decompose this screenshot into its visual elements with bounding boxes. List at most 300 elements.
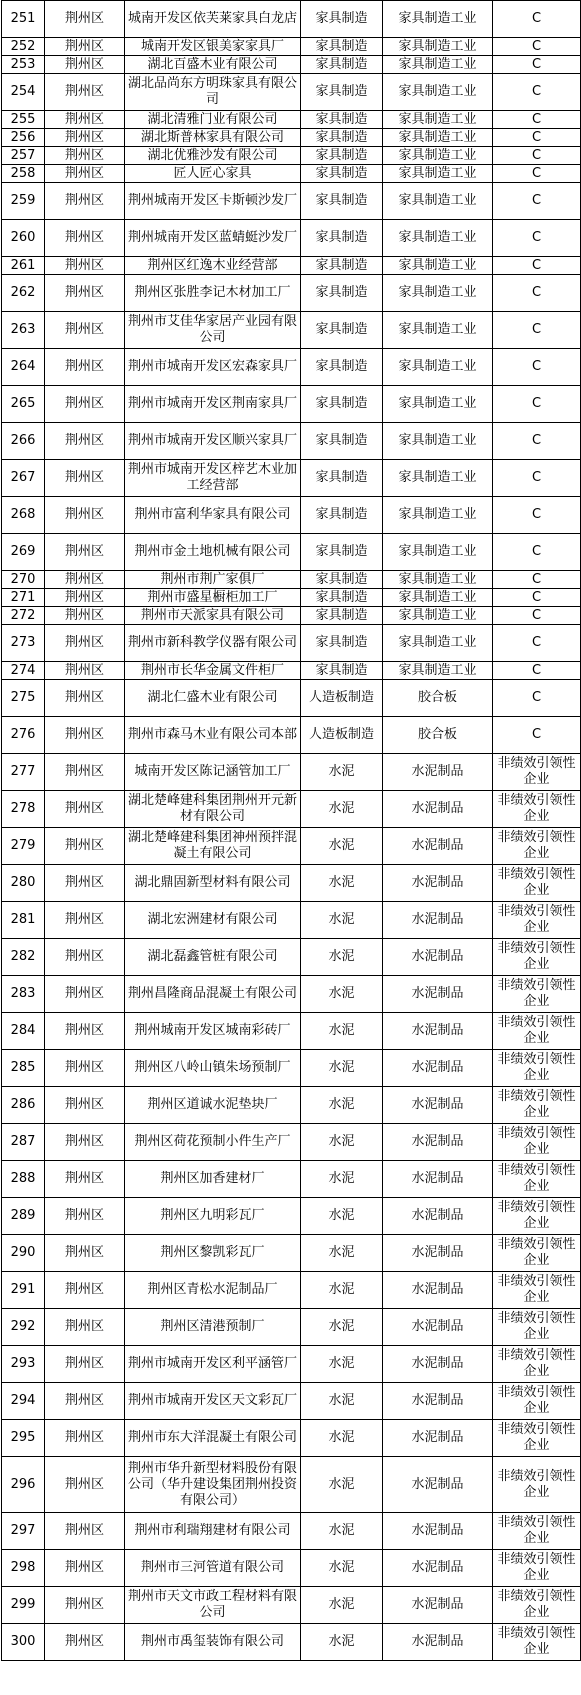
- grade-cell: C: [493, 625, 581, 662]
- row-number: 258: [2, 165, 45, 183]
- district-cell: 荆州区: [45, 1161, 125, 1198]
- district-cell: 荆州区: [45, 680, 125, 717]
- sub-industry-cell: 家具制造工业: [383, 460, 493, 497]
- table-row: [2, 976, 581, 1013]
- grade-cell: 非绩效引领性企业: [493, 976, 581, 1013]
- enterprise-name-cell: 荆州区清港预制厂: [125, 1309, 301, 1346]
- industry-cell: 水泥: [301, 1013, 383, 1050]
- row-number: 252: [2, 38, 45, 56]
- industry-cell: 家具制造: [301, 1, 383, 38]
- row-number: 297: [2, 1513, 45, 1550]
- table-row: [2, 312, 581, 349]
- grade-cell: 非绩效引领性企业: [493, 754, 581, 791]
- table-row: [2, 865, 581, 902]
- district-cell: 荆州区: [45, 902, 125, 939]
- industry-cell: 家具制造: [301, 38, 383, 56]
- grade-cell: C: [493, 607, 581, 625]
- row-number: 264: [2, 349, 45, 386]
- grade-cell: 非绩效引领性企业: [493, 828, 581, 865]
- grade-cell: 非绩效引领性企业: [493, 1013, 581, 1050]
- sub-industry-cell: 家具制造工业: [383, 275, 493, 312]
- sub-industry-cell: 水泥制品: [383, 1550, 493, 1587]
- industry-cell: 家具制造: [301, 423, 383, 460]
- district-cell: 荆州区: [45, 1198, 125, 1235]
- sub-industry-cell: 水泥制品: [383, 1383, 493, 1420]
- table-row: [2, 275, 581, 312]
- row-number: 266: [2, 423, 45, 460]
- table-row: [2, 1550, 581, 1587]
- industry-cell: 水泥: [301, 976, 383, 1013]
- enterprise-name-cell: 荆州区加香建材厂: [125, 1161, 301, 1198]
- sub-industry-cell: 水泥制品: [383, 828, 493, 865]
- grade-cell: C: [493, 38, 581, 56]
- row-number: 300: [2, 1624, 45, 1661]
- enterprise-name-cell: 荆州市城南开发区天文彩瓦厂: [125, 1383, 301, 1420]
- industry-cell: 水泥: [301, 1513, 383, 1550]
- sub-industry-cell: 家具制造工业: [383, 497, 493, 534]
- enterprise-name-cell: 荆州城南开发区城南彩砖厂: [125, 1013, 301, 1050]
- enterprise-name-cell: 湖北百盛木业有限公司: [125, 56, 301, 74]
- row-number: 282: [2, 939, 45, 976]
- row-number: 267: [2, 460, 45, 497]
- industry-cell: 水泥: [301, 828, 383, 865]
- sub-industry-cell: 水泥制品: [383, 1198, 493, 1235]
- row-number: 257: [2, 147, 45, 165]
- enterprise-name-cell: 湖北斯普林家具有限公司: [125, 129, 301, 147]
- grade-cell: 非绩效引领性企业: [493, 1457, 581, 1513]
- enterprise-name-cell: 荆州市金土地机械有限公司: [125, 534, 301, 571]
- district-cell: 荆州区: [45, 423, 125, 460]
- table-row: [2, 1198, 581, 1235]
- sub-industry-cell: 家具制造工业: [383, 129, 493, 147]
- row-number: 251: [2, 1, 45, 38]
- row-number: 294: [2, 1383, 45, 1420]
- district-cell: 荆州区: [45, 571, 125, 589]
- enterprise-name-cell: 湖北楚峰建科集团神州预拌混凝土有限公司: [125, 828, 301, 865]
- industry-cell: 水泥: [301, 1198, 383, 1235]
- table-row: [2, 1420, 581, 1457]
- sub-industry-cell: 水泥制品: [383, 902, 493, 939]
- industry-cell: 水泥: [301, 1124, 383, 1161]
- industry-cell: 水泥: [301, 1272, 383, 1309]
- enterprise-name-cell: 荆州市新科教学仪器有限公司: [125, 625, 301, 662]
- grade-cell: C: [493, 423, 581, 460]
- industry-cell: 家具制造: [301, 460, 383, 497]
- industry-cell: 家具制造: [301, 312, 383, 349]
- table-row: [2, 791, 581, 828]
- industry-cell: 水泥: [301, 1587, 383, 1624]
- row-number: 279: [2, 828, 45, 865]
- table-row: [2, 1309, 581, 1346]
- sub-industry-cell: 水泥制品: [383, 1513, 493, 1550]
- district-cell: 荆州区: [45, 1513, 125, 1550]
- industry-cell: 家具制造: [301, 625, 383, 662]
- sub-industry-cell: 胶合板: [383, 717, 493, 754]
- table-row: [2, 56, 581, 74]
- enterprise-name-cell: 荆州市城南开发区梓艺木业加工经营部: [125, 460, 301, 497]
- industry-cell: 水泥: [301, 1346, 383, 1383]
- grade-cell: C: [493, 497, 581, 534]
- table-row: [2, 1161, 581, 1198]
- grade-cell: 非绩效引领性企业: [493, 1235, 581, 1272]
- row-number: 255: [2, 111, 45, 129]
- table-row: [2, 423, 581, 460]
- sub-industry-cell: 家具制造工业: [383, 571, 493, 589]
- table-row: [2, 1624, 581, 1661]
- enterprise-name-cell: 荆州市城南开发区顺兴家具厂: [125, 423, 301, 460]
- sub-industry-cell: 水泥制品: [383, 791, 493, 828]
- sub-industry-cell: 水泥制品: [383, 1346, 493, 1383]
- industry-cell: 家具制造: [301, 662, 383, 680]
- sub-industry-cell: 家具制造工业: [383, 607, 493, 625]
- sub-industry-cell: 家具制造工业: [383, 257, 493, 275]
- district-cell: 荆州区: [45, 828, 125, 865]
- enterprise-name-cell: 荆州区八岭山镇朱场预制厂: [125, 1050, 301, 1087]
- row-number: 295: [2, 1420, 45, 1457]
- sub-industry-cell: 水泥制品: [383, 1309, 493, 1346]
- table-row: [2, 1346, 581, 1383]
- table-row: [2, 534, 581, 571]
- row-number: 289: [2, 1198, 45, 1235]
- grade-cell: C: [493, 349, 581, 386]
- table-row: [2, 1, 581, 38]
- sub-industry-cell: 家具制造工业: [383, 165, 493, 183]
- sub-industry-cell: 家具制造工业: [383, 312, 493, 349]
- industry-cell: 家具制造: [301, 165, 383, 183]
- row-number: 256: [2, 129, 45, 147]
- district-cell: 荆州区: [45, 1383, 125, 1420]
- enterprise-name-cell: 荆州区青松水泥制品厂: [125, 1272, 301, 1309]
- enterprise-name-cell: 城南开发区银美家家具厂: [125, 38, 301, 56]
- table-row: [2, 38, 581, 56]
- district-cell: 荆州区: [45, 1457, 125, 1513]
- row-number: 291: [2, 1272, 45, 1309]
- industry-cell: 家具制造: [301, 349, 383, 386]
- district-cell: 荆州区: [45, 1124, 125, 1161]
- district-cell: 荆州区: [45, 257, 125, 275]
- enterprise-name-cell: 荆州市三河管道有限公司: [125, 1550, 301, 1587]
- district-cell: 荆州区: [45, 275, 125, 312]
- sub-industry-cell: 家具制造工业: [383, 386, 493, 423]
- table-row: [2, 1587, 581, 1624]
- sub-industry-cell: 水泥制品: [383, 1235, 493, 1272]
- row-number: 299: [2, 1587, 45, 1624]
- enterprise-name-cell: 荆州市天文市政工程材料有限公司: [125, 1587, 301, 1624]
- industry-cell: 家具制造: [301, 147, 383, 165]
- grade-cell: 非绩效引领性企业: [493, 1309, 581, 1346]
- grade-cell: 非绩效引领性企业: [493, 1161, 581, 1198]
- enterprise-name-cell: 荆州市禹玺装饰有限公司: [125, 1624, 301, 1661]
- grade-cell: 非绩效引领性企业: [493, 865, 581, 902]
- district-cell: 荆州区: [45, 111, 125, 129]
- industry-cell: 家具制造: [301, 111, 383, 129]
- district-cell: 荆州区: [45, 662, 125, 680]
- district-cell: 荆州区: [45, 1309, 125, 1346]
- district-cell: 荆州区: [45, 717, 125, 754]
- grade-cell: 非绩效引领性企业: [493, 1087, 581, 1124]
- enterprise-name-cell: 荆州市利瑞翔建材有限公司: [125, 1513, 301, 1550]
- district-cell: 荆州区: [45, 976, 125, 1013]
- district-cell: 荆州区: [45, 460, 125, 497]
- table-row: [2, 1513, 581, 1550]
- grade-cell: 非绩效引领性企业: [493, 1587, 581, 1624]
- grade-cell: C: [493, 129, 581, 147]
- grade-cell: 非绩效引领性企业: [493, 1198, 581, 1235]
- sub-industry-cell: 水泥制品: [383, 1013, 493, 1050]
- enterprise-name-cell: 匠人匠心家具: [125, 165, 301, 183]
- grade-cell: C: [493, 460, 581, 497]
- grade-cell: C: [493, 662, 581, 680]
- grade-cell: C: [493, 1, 581, 38]
- sub-industry-cell: 家具制造工业: [383, 56, 493, 74]
- grade-cell: C: [493, 312, 581, 349]
- grade-cell: C: [493, 717, 581, 754]
- district-cell: 荆州区: [45, 939, 125, 976]
- enterprise-name-cell: 荆州区道诚水泥垫块厂: [125, 1087, 301, 1124]
- district-cell: 荆州区: [45, 38, 125, 56]
- row-number: 290: [2, 1235, 45, 1272]
- grade-cell: 非绩效引领性企业: [493, 1383, 581, 1420]
- grade-cell: 非绩效引领性企业: [493, 1420, 581, 1457]
- industry-cell: 水泥: [301, 1420, 383, 1457]
- table-row: [2, 1272, 581, 1309]
- district-cell: 荆州区: [45, 1550, 125, 1587]
- row-number: 288: [2, 1161, 45, 1198]
- grade-cell: 非绩效引领性企业: [493, 1272, 581, 1309]
- district-cell: 荆州区: [45, 607, 125, 625]
- industry-cell: 水泥: [301, 1309, 383, 1346]
- sub-industry-cell: 家具制造工业: [383, 662, 493, 680]
- grade-cell: 非绩效引领性企业: [493, 902, 581, 939]
- grade-cell: 非绩效引领性企业: [493, 791, 581, 828]
- row-number: 277: [2, 754, 45, 791]
- district-cell: 荆州区: [45, 1, 125, 38]
- enterprise-name-cell: 湖北磊鑫管桩有限公司: [125, 939, 301, 976]
- sub-industry-cell: 水泥制品: [383, 1087, 493, 1124]
- row-number: 262: [2, 275, 45, 312]
- row-number: 270: [2, 571, 45, 589]
- enterprise-name-cell: 荆州市盛星橱柜加工厂: [125, 589, 301, 607]
- district-cell: 荆州区: [45, 865, 125, 902]
- enterprise-name-cell: 荆州市森马木业有限公司本部: [125, 717, 301, 754]
- grade-cell: C: [493, 571, 581, 589]
- grade-cell: C: [493, 111, 581, 129]
- enterprise-name-cell: 荆州区红逸木业经营部: [125, 257, 301, 275]
- row-number: 292: [2, 1309, 45, 1346]
- enterprise-name-cell: 湖北鼎固新型材料有限公司: [125, 865, 301, 902]
- table-row: [2, 717, 581, 754]
- sub-industry-cell: 家具制造工业: [383, 589, 493, 607]
- industry-cell: 水泥: [301, 1050, 383, 1087]
- grade-cell: 非绩效引领性企业: [493, 1124, 581, 1161]
- grade-cell: 非绩效引领性企业: [493, 1550, 581, 1587]
- district-cell: 荆州区: [45, 1346, 125, 1383]
- district-cell: 荆州区: [45, 1050, 125, 1087]
- district-cell: 荆州区: [45, 1587, 125, 1624]
- industry-cell: 家具制造: [301, 497, 383, 534]
- table-row: [2, 497, 581, 534]
- industry-cell: 水泥: [301, 1550, 383, 1587]
- sub-industry-cell: 家具制造工业: [383, 74, 493, 111]
- enterprise-name-cell: 湖北宏洲建材有限公司: [125, 902, 301, 939]
- table-row: [2, 571, 581, 589]
- enterprise-name-cell: 荆州市城南开发区宏森家具厂: [125, 349, 301, 386]
- district-cell: 荆州区: [45, 147, 125, 165]
- sub-industry-cell: 家具制造工业: [383, 111, 493, 129]
- table-row: [2, 165, 581, 183]
- industry-cell: 家具制造: [301, 56, 383, 74]
- grade-cell: C: [493, 680, 581, 717]
- industry-cell: 家具制造: [301, 129, 383, 147]
- enterprise-name-cell: 荆州区黎凯彩瓦厂: [125, 1235, 301, 1272]
- table-row: [2, 257, 581, 275]
- district-cell: 荆州区: [45, 56, 125, 74]
- row-number: 275: [2, 680, 45, 717]
- grade-cell: C: [493, 257, 581, 275]
- enterprise-name-cell: 湖北品尚东方明珠家具有限公司: [125, 74, 301, 111]
- sub-industry-cell: 水泥制品: [383, 1587, 493, 1624]
- grade-cell: C: [493, 165, 581, 183]
- grade-cell: 非绩效引领性企业: [493, 939, 581, 976]
- industry-cell: 家具制造: [301, 257, 383, 275]
- grade-cell: C: [493, 220, 581, 257]
- industry-cell: 水泥: [301, 865, 383, 902]
- district-cell: 荆州区: [45, 534, 125, 571]
- district-cell: 荆州区: [45, 1087, 125, 1124]
- district-cell: 荆州区: [45, 129, 125, 147]
- table-row: [2, 680, 581, 717]
- grade-cell: C: [493, 589, 581, 607]
- industry-cell: 家具制造: [301, 589, 383, 607]
- enterprise-name-cell: 荆州市艾佳华家居产业园有限公司: [125, 312, 301, 349]
- enterprise-name-cell: 湖北仁盛木业有限公司: [125, 680, 301, 717]
- district-cell: 荆州区: [45, 386, 125, 423]
- table-row: [2, 460, 581, 497]
- row-number: 273: [2, 625, 45, 662]
- district-cell: 荆州区: [45, 791, 125, 828]
- sub-industry-cell: 家具制造工业: [383, 423, 493, 460]
- enterprise-name-cell: 湖北清雅门业有限公司: [125, 111, 301, 129]
- sub-industry-cell: 水泥制品: [383, 1124, 493, 1161]
- row-number: 283: [2, 976, 45, 1013]
- row-number: 259: [2, 183, 45, 220]
- row-number: 253: [2, 56, 45, 74]
- row-number: 287: [2, 1124, 45, 1161]
- row-number: 260: [2, 220, 45, 257]
- row-number: 263: [2, 312, 45, 349]
- sub-industry-cell: 水泥制品: [383, 865, 493, 902]
- enterprise-name-cell: 城南开发区依芙莱家具白龙店: [125, 1, 301, 38]
- grade-cell: C: [493, 275, 581, 312]
- grade-cell: C: [493, 147, 581, 165]
- table-row: [2, 828, 581, 865]
- table-row: [2, 589, 581, 607]
- enterprise-name-cell: 荆州区荷花预制小件生产厂: [125, 1124, 301, 1161]
- grade-cell: C: [493, 56, 581, 74]
- row-number: 268: [2, 497, 45, 534]
- district-cell: 荆州区: [45, 349, 125, 386]
- district-cell: 荆州区: [45, 497, 125, 534]
- district-cell: 荆州区: [45, 625, 125, 662]
- table-row: [2, 183, 581, 220]
- row-number: 265: [2, 386, 45, 423]
- grade-cell: 非绩效引领性企业: [493, 1050, 581, 1087]
- table-row: [2, 1383, 581, 1420]
- row-number: 281: [2, 902, 45, 939]
- industry-cell: 家具制造: [301, 74, 383, 111]
- row-number: 274: [2, 662, 45, 680]
- table-row: [2, 1457, 581, 1513]
- table-row: [2, 1013, 581, 1050]
- enterprise-name-cell: 荆州城南开发区卡斯顿沙发厂: [125, 183, 301, 220]
- enterprise-name-cell: 荆州市城南开发区利平涵管厂: [125, 1346, 301, 1383]
- industry-cell: 家具制造: [301, 534, 383, 571]
- industry-cell: 家具制造: [301, 607, 383, 625]
- row-number: 261: [2, 257, 45, 275]
- enterprise-name-cell: 湖北楚峰建科集团荆州开元新材有限公司: [125, 791, 301, 828]
- industry-cell: 家具制造: [301, 571, 383, 589]
- table-row: [2, 386, 581, 423]
- table-row: [2, 1050, 581, 1087]
- sub-industry-cell: 水泥制品: [383, 1272, 493, 1309]
- enterprise-name-cell: 荆州市华升新型材料股份有限公司（华升建设集团荆州投资有限公司）: [125, 1457, 301, 1513]
- industry-cell: 水泥: [301, 1624, 383, 1661]
- industry-cell: 水泥: [301, 1087, 383, 1124]
- district-cell: 荆州区: [45, 754, 125, 791]
- sub-industry-cell: 水泥制品: [383, 1420, 493, 1457]
- industry-cell: 人造板制造: [301, 680, 383, 717]
- sub-industry-cell: 家具制造工业: [383, 1, 493, 38]
- enterprise-name-cell: 荆州市天派家具有限公司: [125, 607, 301, 625]
- enterprise-name-cell: 荆州市荆广家俱厂: [125, 571, 301, 589]
- district-cell: 荆州区: [45, 589, 125, 607]
- table-row: [2, 607, 581, 625]
- row-number: 269: [2, 534, 45, 571]
- district-cell: 荆州区: [45, 220, 125, 257]
- grade-cell: C: [493, 386, 581, 423]
- grade-cell: C: [493, 183, 581, 220]
- row-number: 280: [2, 865, 45, 902]
- industry-cell: 家具制造: [301, 386, 383, 423]
- sub-industry-cell: 水泥制品: [383, 1624, 493, 1661]
- table-row: [2, 625, 581, 662]
- sub-industry-cell: 家具制造工业: [383, 625, 493, 662]
- enterprise-name-cell: 城南开发区陈记涵管加工厂: [125, 754, 301, 791]
- table-row: [2, 939, 581, 976]
- row-number: 293: [2, 1346, 45, 1383]
- enterprise-name-cell: 荆州城南开发区蓝蜻蜓沙发厂: [125, 220, 301, 257]
- sub-industry-cell: 水泥制品: [383, 754, 493, 791]
- row-number: 276: [2, 717, 45, 754]
- sub-industry-cell: 家具制造工业: [383, 183, 493, 220]
- district-cell: 荆州区: [45, 183, 125, 220]
- row-number: 285: [2, 1050, 45, 1087]
- row-number: 284: [2, 1013, 45, 1050]
- industry-cell: 水泥: [301, 902, 383, 939]
- sub-industry-cell: 胶合板: [383, 680, 493, 717]
- sub-industry-cell: 家具制造工业: [383, 534, 493, 571]
- enterprise-name-cell: 湖北优雅沙发有限公司: [125, 147, 301, 165]
- grade-cell: 非绩效引领性企业: [493, 1624, 581, 1661]
- grade-cell: C: [493, 534, 581, 571]
- industry-cell: 水泥: [301, 939, 383, 976]
- row-number: 254: [2, 74, 45, 111]
- table-body: [2, 1, 581, 1661]
- sub-industry-cell: 家具制造工业: [383, 38, 493, 56]
- table-row: [2, 220, 581, 257]
- table-row: [2, 349, 581, 386]
- grade-cell: 非绩效引领性企业: [493, 1346, 581, 1383]
